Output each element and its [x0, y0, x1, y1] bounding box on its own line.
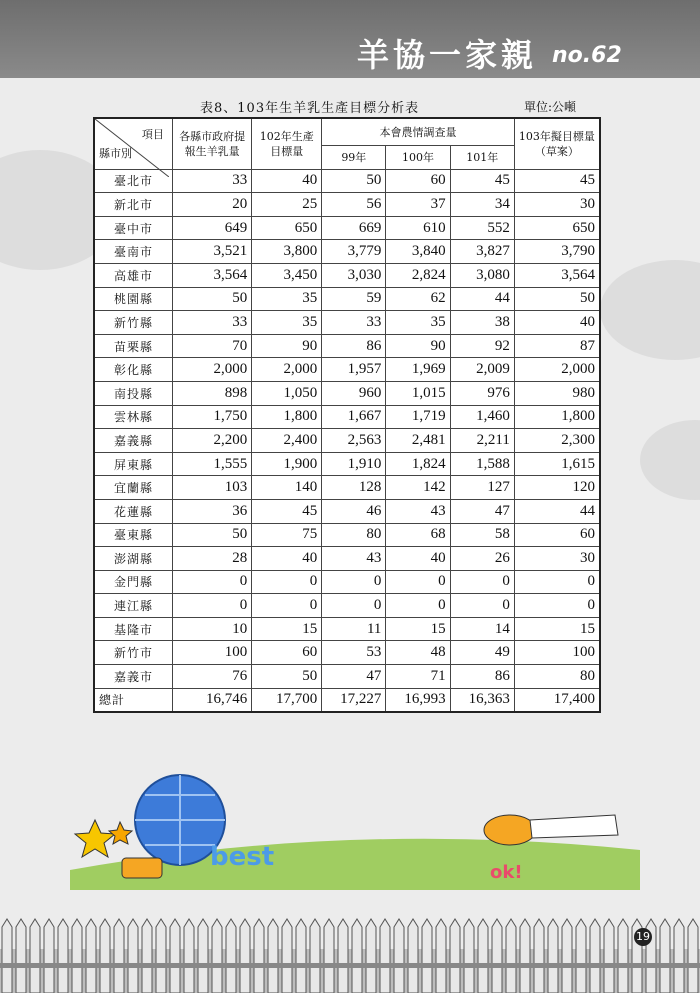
fence-picket — [660, 919, 670, 993]
table-row — [94, 594, 600, 618]
fence-picket — [58, 919, 68, 993]
value-cell: 960 — [322, 381, 386, 405]
fence-picket — [100, 919, 110, 993]
value-cell: 976 — [450, 381, 514, 405]
fence-picket — [394, 919, 404, 993]
value-cell: 44 — [514, 499, 600, 523]
value-cell: 1,824 — [386, 452, 450, 476]
value-cell: 50 — [514, 287, 600, 311]
value-cell: 56 — [322, 193, 386, 217]
fence-picket — [492, 919, 502, 993]
fence-picket — [324, 919, 334, 993]
header-county-reported: 各縣市政府提報生羊乳量 — [172, 118, 251, 169]
fence-picket — [30, 919, 40, 993]
value-cell: 128 — [322, 476, 386, 500]
decorative-illustration — [70, 760, 640, 890]
value-cell: 1,615 — [514, 452, 600, 476]
value-cell: 16,993 — [386, 688, 450, 712]
header-103-target: 103年擬目標量（草案） — [514, 118, 600, 169]
fence-picket — [548, 919, 558, 993]
corner-header — [94, 118, 172, 169]
fence-picket — [156, 919, 166, 993]
value-cell: 33 — [172, 311, 251, 335]
value-cell: 30 — [514, 547, 600, 571]
value-cell: 36 — [172, 499, 251, 523]
fence-decoration — [0, 915, 700, 993]
fence-picket — [142, 919, 152, 993]
illustration-best-text: best — [210, 842, 275, 872]
value-cell: 10 — [172, 617, 251, 641]
header-year-99: 99年 — [322, 146, 386, 170]
value-cell: 43 — [386, 499, 450, 523]
value-cell: 60 — [252, 641, 322, 665]
value-cell: 1,555 — [172, 452, 251, 476]
value-cell: 33 — [172, 169, 251, 193]
fence-picket — [534, 919, 544, 993]
value-cell: 50 — [322, 169, 386, 193]
table-row — [94, 169, 600, 193]
fence-picket — [240, 919, 250, 993]
value-cell: 1,050 — [252, 381, 322, 405]
fence-picket — [2, 919, 12, 993]
value-cell: 0 — [252, 594, 322, 618]
value-cell: 15 — [514, 617, 600, 641]
background-cloud — [600, 260, 700, 360]
value-cell: 68 — [386, 523, 450, 547]
value-cell: 17,400 — [514, 688, 600, 712]
fence-picket — [366, 919, 376, 993]
value-cell: 75 — [252, 523, 322, 547]
value-cell: 15 — [252, 617, 322, 641]
value-cell: 140 — [252, 476, 322, 500]
value-cell: 0 — [450, 570, 514, 594]
value-cell: 33 — [322, 311, 386, 335]
county-name: 臺南市 — [94, 240, 172, 264]
value-cell: 90 — [252, 334, 322, 358]
value-cell: 1,460 — [450, 405, 514, 429]
table-row — [94, 665, 600, 689]
table-row — [94, 381, 600, 405]
corner-bottom-label: 縣市別 — [99, 146, 132, 160]
value-cell: 16,363 — [450, 688, 514, 712]
value-cell: 120 — [514, 476, 600, 500]
table-row — [94, 287, 600, 311]
county-name: 澎湖縣 — [94, 547, 172, 571]
county-name: 宜蘭縣 — [94, 476, 172, 500]
corner-top-label: 項目 — [141, 128, 164, 141]
unit-label: 單位:公噸 — [524, 100, 577, 114]
fence-picket — [310, 919, 320, 993]
value-cell: 71 — [386, 665, 450, 689]
value-cell: 2,200 — [172, 429, 251, 453]
fence-picket — [86, 919, 96, 993]
value-cell: 16,746 — [172, 688, 251, 712]
table-row — [94, 358, 600, 382]
fence-picket — [562, 919, 572, 993]
fence-picket — [352, 919, 362, 993]
value-cell: 610 — [386, 216, 450, 240]
value-cell: 0 — [172, 570, 251, 594]
value-cell: 43 — [322, 547, 386, 571]
table-row — [94, 570, 600, 594]
value-cell: 14 — [450, 617, 514, 641]
value-cell: 86 — [450, 665, 514, 689]
value-cell: 50 — [172, 523, 251, 547]
value-cell: 0 — [514, 570, 600, 594]
value-cell: 0 — [322, 570, 386, 594]
value-cell: 45 — [252, 499, 322, 523]
table-row — [94, 334, 600, 358]
fence-picket — [506, 919, 516, 993]
fence-picket — [380, 919, 390, 993]
table-row — [94, 476, 600, 500]
county-name: 嘉義市 — [94, 665, 172, 689]
value-cell: 25 — [252, 193, 322, 217]
value-cell: 38 — [450, 311, 514, 335]
data-table — [93, 117, 601, 713]
value-cell: 1,800 — [514, 405, 600, 429]
value-cell: 86 — [322, 334, 386, 358]
value-cell: 35 — [252, 287, 322, 311]
county-name: 臺中市 — [94, 216, 172, 240]
brand-title: 羊協一家親 — [357, 36, 538, 74]
value-cell: 3,840 — [386, 240, 450, 264]
value-cell: 59 — [322, 287, 386, 311]
value-cell: 48 — [386, 641, 450, 665]
fence-picket — [436, 919, 446, 993]
county-name: 花蓮縣 — [94, 499, 172, 523]
value-cell: 1,667 — [322, 405, 386, 429]
value-cell: 30 — [514, 193, 600, 217]
value-cell: 3,450 — [252, 263, 322, 287]
value-cell: 28 — [172, 547, 251, 571]
value-cell: 127 — [450, 476, 514, 500]
value-cell: 669 — [322, 216, 386, 240]
table-row — [94, 240, 600, 264]
table-row — [94, 193, 600, 217]
table-row — [94, 429, 600, 453]
value-cell: 50 — [172, 287, 251, 311]
fence-picket — [72, 919, 82, 993]
issue-number: no.62 — [552, 43, 622, 68]
fence-picket — [170, 919, 180, 993]
table-row — [94, 617, 600, 641]
value-cell: 35 — [252, 311, 322, 335]
value-cell: 92 — [450, 334, 514, 358]
value-cell: 1,719 — [386, 405, 450, 429]
value-cell: 70 — [172, 334, 251, 358]
value-cell: 2,000 — [252, 358, 322, 382]
value-cell: 552 — [450, 216, 514, 240]
fence-picket — [212, 919, 222, 993]
value-cell: 650 — [514, 216, 600, 240]
value-cell: 103 — [172, 476, 251, 500]
county-name: 金門縣 — [94, 570, 172, 594]
value-cell: 3,080 — [450, 263, 514, 287]
total-row — [94, 688, 600, 712]
value-cell: 2,481 — [386, 429, 450, 453]
value-cell: 650 — [252, 216, 322, 240]
header-survey-group: 本會農情調查量 — [322, 118, 515, 146]
value-cell: 1,900 — [252, 452, 322, 476]
value-cell: 3,827 — [450, 240, 514, 264]
fence-picket — [254, 919, 264, 993]
value-cell: 11 — [322, 617, 386, 641]
value-cell: 44 — [450, 287, 514, 311]
value-cell: 45 — [514, 169, 600, 193]
county-name: 彰化縣 — [94, 358, 172, 382]
value-cell: 1,588 — [450, 452, 514, 476]
page-number: 19 — [634, 928, 652, 946]
value-cell: 1,910 — [322, 452, 386, 476]
fence-picket — [128, 919, 138, 993]
value-cell: 1,800 — [252, 405, 322, 429]
value-cell: 80 — [514, 665, 600, 689]
fence-picket — [422, 919, 432, 993]
fence-picket — [198, 919, 208, 993]
fence-picket — [618, 919, 628, 993]
background-cloud — [640, 420, 700, 500]
header-year-101: 101年 — [450, 146, 514, 170]
fence-picket — [184, 919, 194, 993]
value-cell: 142 — [386, 476, 450, 500]
table-row — [94, 216, 600, 240]
value-cell: 58 — [450, 523, 514, 547]
fence-picket — [590, 919, 600, 993]
header-year-100: 100年 — [386, 146, 450, 170]
county-name: 基隆市 — [94, 617, 172, 641]
value-cell: 649 — [172, 216, 251, 240]
value-cell: 49 — [450, 641, 514, 665]
table-row — [94, 263, 600, 287]
value-cell: 37 — [386, 193, 450, 217]
value-cell: 46 — [322, 499, 386, 523]
value-cell: 15 — [386, 617, 450, 641]
value-cell: 3,564 — [172, 263, 251, 287]
value-cell: 53 — [322, 641, 386, 665]
table-title: 表8、103年生羊乳生產目標分析表 — [200, 101, 420, 116]
value-cell: 2,824 — [386, 263, 450, 287]
value-cell: 87 — [514, 334, 600, 358]
value-cell: 3,779 — [322, 240, 386, 264]
value-cell: 1,750 — [172, 405, 251, 429]
value-cell: 45 — [450, 169, 514, 193]
value-cell: 3,030 — [322, 263, 386, 287]
fence-picket — [16, 919, 26, 993]
value-cell: 17,700 — [252, 688, 322, 712]
fence-picket — [44, 919, 54, 993]
table-row — [94, 641, 600, 665]
county-name: 苗栗縣 — [94, 334, 172, 358]
table-row — [94, 452, 600, 476]
value-cell: 40 — [252, 169, 322, 193]
value-cell: 2,000 — [172, 358, 251, 382]
fence-picket — [338, 919, 348, 993]
header-102-target: 102年生產目標量 — [252, 118, 322, 169]
value-cell: 0 — [322, 594, 386, 618]
fence-picket — [688, 919, 698, 993]
value-cell: 3,564 — [514, 263, 600, 287]
value-cell: 0 — [252, 570, 322, 594]
county-name: 新竹縣 — [94, 311, 172, 335]
county-name: 嘉義縣 — [94, 429, 172, 453]
value-cell: 898 — [172, 381, 251, 405]
value-cell: 62 — [386, 287, 450, 311]
value-cell: 980 — [514, 381, 600, 405]
table-row — [94, 311, 600, 335]
county-name: 臺北市 — [94, 169, 172, 193]
value-cell: 17,227 — [322, 688, 386, 712]
value-cell: 0 — [514, 594, 600, 618]
fence-picket — [576, 919, 586, 993]
value-cell: 60 — [386, 169, 450, 193]
county-name: 新北市 — [94, 193, 172, 217]
value-cell: 40 — [252, 547, 322, 571]
value-cell: 1,969 — [386, 358, 450, 382]
county-name: 高雄市 — [94, 263, 172, 287]
value-cell: 2,563 — [322, 429, 386, 453]
value-cell: 60 — [514, 523, 600, 547]
table-row — [94, 405, 600, 429]
fence-picket — [450, 919, 460, 993]
table-row — [94, 547, 600, 571]
value-cell: 40 — [514, 311, 600, 335]
value-cell: 20 — [172, 193, 251, 217]
value-cell: 76 — [172, 665, 251, 689]
value-cell: 100 — [514, 641, 600, 665]
value-cell: 3,800 — [252, 240, 322, 264]
value-cell: 2,000 — [514, 358, 600, 382]
value-cell: 0 — [386, 594, 450, 618]
value-cell: 90 — [386, 334, 450, 358]
fence-picket — [408, 919, 418, 993]
fence-picket — [674, 919, 684, 993]
county-name: 雲林縣 — [94, 405, 172, 429]
fence-picket — [604, 919, 614, 993]
value-cell: 2,211 — [450, 429, 514, 453]
value-cell: 2,400 — [252, 429, 322, 453]
table-row — [94, 523, 600, 547]
total-label: 總計 — [94, 688, 172, 712]
value-cell: 0 — [386, 570, 450, 594]
value-cell: 80 — [322, 523, 386, 547]
table-row — [94, 499, 600, 523]
fence-picket — [478, 919, 488, 993]
fence-picket — [282, 919, 292, 993]
value-cell: 1,957 — [322, 358, 386, 382]
value-cell: 100 — [172, 641, 251, 665]
value-cell: 3,521 — [172, 240, 251, 264]
value-cell: 3,790 — [514, 240, 600, 264]
county-name: 新竹市 — [94, 641, 172, 665]
value-cell: 2,009 — [450, 358, 514, 382]
county-name: 臺東縣 — [94, 523, 172, 547]
value-cell: 26 — [450, 547, 514, 571]
fence-picket — [296, 919, 306, 993]
value-cell: 50 — [252, 665, 322, 689]
fence-picket — [268, 919, 278, 993]
illustration-ok-text: ok! — [490, 862, 523, 883]
value-cell: 35 — [386, 311, 450, 335]
county-name: 桃園縣 — [94, 287, 172, 311]
value-cell: 47 — [322, 665, 386, 689]
fence-picket — [226, 919, 236, 993]
county-name: 屏東縣 — [94, 452, 172, 476]
county-name: 連江縣 — [94, 594, 172, 618]
value-cell: 47 — [450, 499, 514, 523]
fence-picket — [114, 919, 124, 993]
value-cell: 2,300 — [514, 429, 600, 453]
fence-picket — [520, 919, 530, 993]
fence-picket — [464, 919, 474, 993]
county-name: 南投縣 — [94, 381, 172, 405]
value-cell: 34 — [450, 193, 514, 217]
value-cell: 40 — [386, 547, 450, 571]
value-cell: 0 — [450, 594, 514, 618]
value-cell: 1,015 — [386, 381, 450, 405]
value-cell: 0 — [172, 594, 251, 618]
